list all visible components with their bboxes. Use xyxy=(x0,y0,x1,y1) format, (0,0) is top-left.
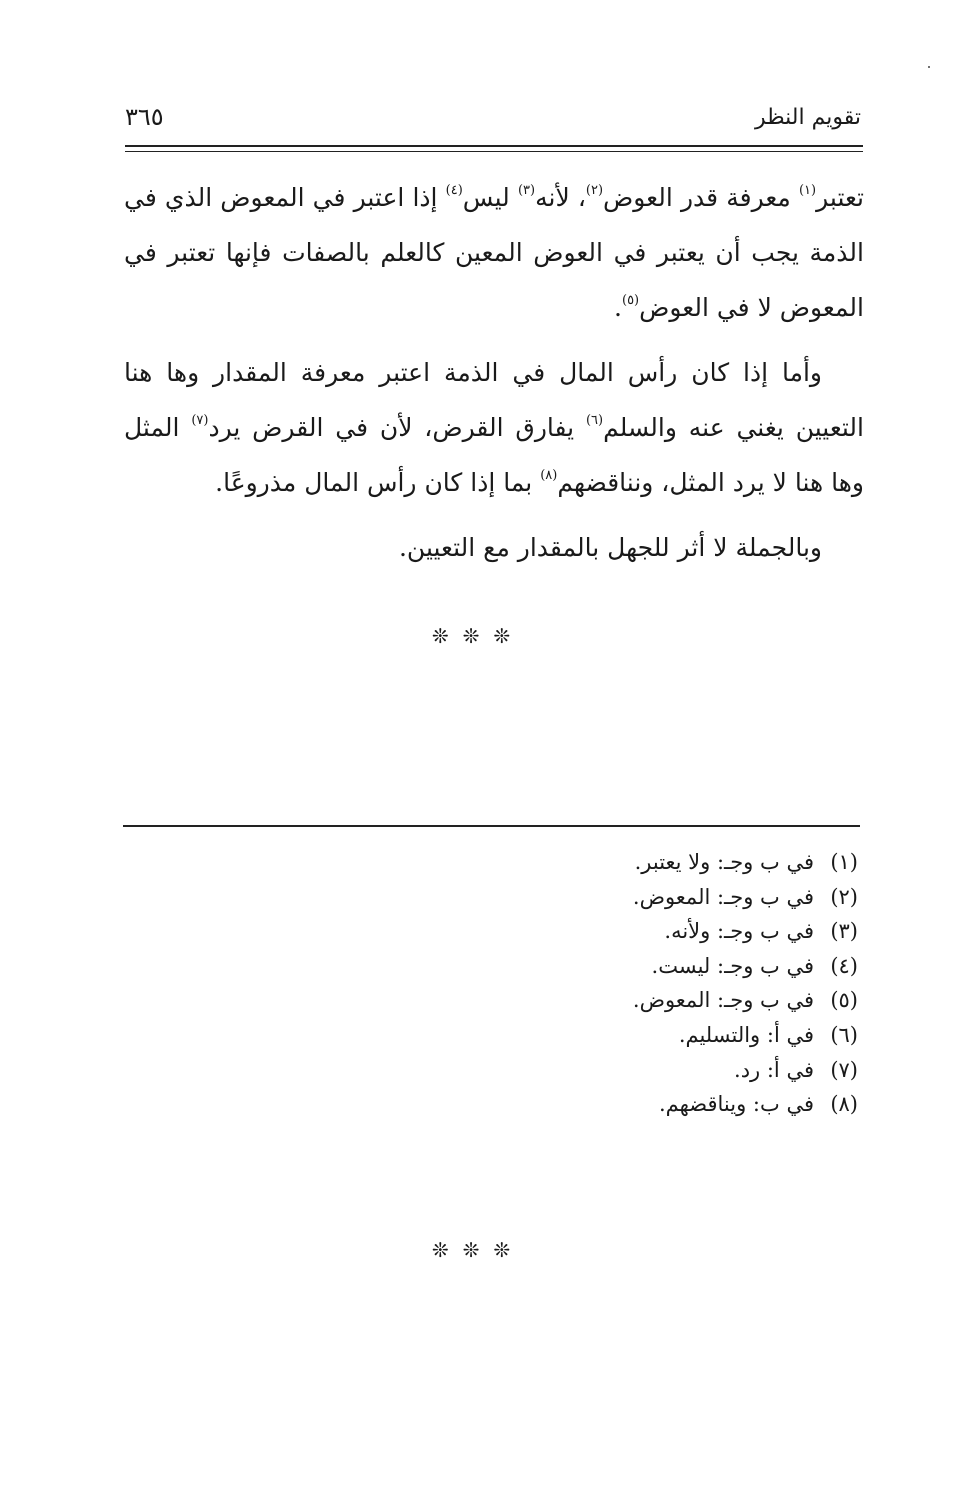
text-run: ، لأنه xyxy=(535,183,586,212)
footnote-marker[interactable]: (٢) xyxy=(585,183,604,198)
footnote xyxy=(400,1087,858,1122)
footnote-marker[interactable]: (٨) xyxy=(540,468,558,483)
footnote-marker[interactable]: (٧) xyxy=(191,413,209,428)
footnote-number: (٨) xyxy=(830,1092,858,1117)
text-run: وأما إذا كان رأس المال في الذمة اعتبر معرفة المقدار وها هنا التعيين يغني عنه والسلم xyxy=(124,358,864,442)
footnote-number: (٦) xyxy=(830,1022,858,1047)
text-run: . xyxy=(614,293,622,322)
text-run: تعتبر xyxy=(816,183,865,212)
paragraph xyxy=(124,345,864,510)
footnote-number: (٥) xyxy=(830,988,858,1013)
main-text xyxy=(124,170,864,585)
footnote-marker[interactable]: (٣) xyxy=(517,183,536,198)
footnote-number: (٢) xyxy=(830,884,858,909)
header-rule-thin xyxy=(125,151,863,152)
footnote-marker[interactable]: (٥) xyxy=(621,293,640,308)
footnote-marker[interactable]: (٤) xyxy=(445,183,463,198)
header-rule-thick xyxy=(125,145,863,147)
footnote-number: (٤) xyxy=(830,953,858,978)
section-separator: ❊❊❊ xyxy=(431,624,525,648)
footnote xyxy=(400,1053,858,1088)
footnote-text: في ب وجـ: المعوض. xyxy=(632,988,814,1013)
footnote-text: في أ: رد. xyxy=(734,1057,814,1082)
footnote xyxy=(400,914,858,949)
footnote-text: في ب وجـ: ولأنه. xyxy=(664,919,814,944)
footnote xyxy=(400,1018,858,1053)
text-run: بما إذا كان رأس المال مذروعًا. xyxy=(215,468,541,497)
text-run: المثل وها هنا لا يرد المثل، ونناقضهم xyxy=(124,413,864,497)
footnote-marker[interactable]: (٦) xyxy=(585,413,604,428)
paragraph xyxy=(124,520,864,575)
footnote xyxy=(400,880,858,915)
footnotes xyxy=(400,845,858,1122)
text-run: وبالجملة لا أثر للجهل بالمقدار مع التعيين. xyxy=(398,533,822,562)
page-number: ٣٦٥ xyxy=(125,103,164,131)
footnote xyxy=(400,845,858,880)
page-header xyxy=(125,103,861,139)
footnote-text: في ب وجـ: ليست. xyxy=(651,953,814,978)
footnote-text: في أ: والتسليم. xyxy=(678,1022,814,1047)
footnote-text: في ب وجـ: المعوض. xyxy=(632,884,814,909)
footnote-number: (٣) xyxy=(830,919,858,944)
page-end-separator: ❊❊❊ xyxy=(431,1238,525,1262)
footnote-text: في ب وجـ: ولا يعتبر. xyxy=(634,850,814,874)
text-run: معرفة قدر العوض xyxy=(603,183,799,212)
paragraph xyxy=(124,170,864,335)
text-run: إذا اعتبر في المعوض الذي في الذمة يجب أن يعتبر في العوض المعين كالعلم بالصفات فإنها تعتبر في المعوض لا في العوض xyxy=(124,183,864,322)
running-title: تقويم النظر xyxy=(754,105,861,130)
footnote-rule xyxy=(123,825,860,827)
scan-speck xyxy=(928,66,930,68)
text-run: ليس xyxy=(462,183,518,212)
footnote xyxy=(400,949,858,984)
footnote-number: (١) xyxy=(830,850,858,874)
footnote xyxy=(400,983,858,1018)
footnote-marker[interactable]: (١) xyxy=(798,183,817,198)
footnote-text: في ب: ويناقضهم. xyxy=(658,1092,814,1117)
text-run: يفارق القرض، لأن في القرض يرد xyxy=(208,413,586,442)
footnote-number: (٧) xyxy=(830,1057,858,1082)
